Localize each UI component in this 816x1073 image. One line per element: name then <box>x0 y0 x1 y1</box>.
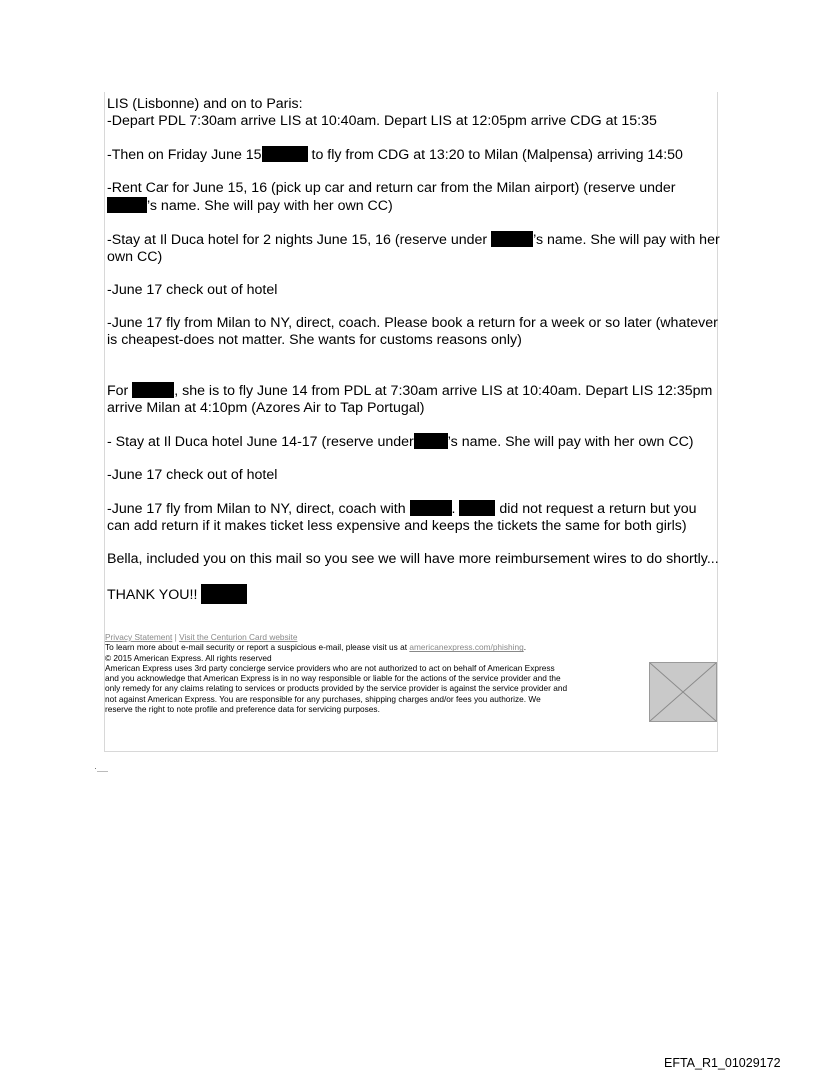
disclaimer-line: not against American Express. You are responsible for any purchases, shipping charges and/or fees you authorize. We <box>105 693 541 704</box>
email-line: For , she is to fly June 14 from PDL at 7:30am arrive LIS at 10:40am. Depart LIS 12:35pm <box>107 383 713 399</box>
footer-links <box>105 632 653 642</box>
email-line: -June 17 fly from Milan to NY, direct, coach with . did not request a return but you <box>107 501 697 517</box>
email-line: -June 17 check out of hotel <box>107 467 278 483</box>
disclaimer-line: only remedy for any claims relating to services or products provided by the service provider is against the service provider and <box>105 683 568 694</box>
stray-mark <box>95 768 109 773</box>
redaction-box <box>414 433 448 449</box>
centurion-website-link[interactable]: Visit the Centurion Card website <box>179 632 298 642</box>
broken-image-icon <box>649 662 717 722</box>
email-line: can add return if it makes ticket less expensive and keeps the tickets the same for both girls) <box>107 518 687 534</box>
redaction-box <box>201 584 247 604</box>
disclaimer-line: reserve the right to note profile and preference data for servicing purposes. <box>105 704 380 715</box>
redaction-box <box>459 500 495 516</box>
disclaimer-line: and you acknowledge that American Express is in no way responsible or liable for the actions of the service provider and the <box>105 673 561 684</box>
email-line: Bella, included you on this mail so you see we will have more reimbursement wires to do shortly... <box>107 551 719 567</box>
email-line: - Stay at Il Duca hotel June 14-17 (reserve under ’s name. She will pay with her own CC) <box>107 434 694 450</box>
document-id: EFTA_R1_01029172 <box>664 1056 781 1070</box>
link-separator: | <box>172 632 180 642</box>
email-line: -Depart PDL 7:30am arrive LIS at 10:40am. Depart LIS at 12:05pm arrive CDG at 15:35 <box>107 113 657 129</box>
redaction-box <box>491 231 533 247</box>
redaction-box <box>107 197 147 213</box>
email-line: -June 17 fly from Milan to NY, direct, coach. Please book a return for a week or so later (whatever <box>107 315 718 331</box>
email-line: -Stay at Il Duca hotel for 2 nights June 15, 16 (reserve under ’s name. She will pay with her <box>107 232 720 248</box>
email-line: LIS (Lisbonne) and on to Paris: <box>107 96 303 112</box>
email-line: THANK YOU!! <box>107 584 717 604</box>
security-note: To learn more about e-mail security or report a suspicious e-mail, please visit us at americanexpress.com/phishing. <box>105 642 527 653</box>
copyright: © 2015 American Express. All rights reserved <box>105 652 272 663</box>
redaction-box <box>410 500 452 516</box>
email-footer <box>105 632 653 714</box>
email-line: -Then on Friday June 15 to fly from CDG at 13:20 to Milan (Malpensa) arriving 14:50 <box>107 147 683 163</box>
email-line: -Rent Car for June 15, 16 (pick up car and return car from the Milan airport) (reserve under <box>107 180 676 196</box>
redaction-box <box>132 382 174 398</box>
email-body <box>107 96 720 604</box>
email-line: ’s name. She will pay with her own CC) <box>107 197 717 215</box>
disclaimer-line: American Express uses 3rd party concierge service providers who are not authorized to act on behalf of American Express <box>105 662 555 673</box>
privacy-statement-link[interactable]: Privacy Statement <box>105 632 173 642</box>
phishing-link[interactable]: americanexpress.com/phishing <box>409 642 524 653</box>
email-line: is cheapest-does not matter. She wants for customs reasons only) <box>107 332 522 348</box>
email-line: arrive Milan at 4:10pm (Azores Air to Tap Portugal) <box>107 400 425 416</box>
email-line: -June 17 check out of hotel <box>107 282 278 298</box>
email-line: own CC) <box>107 249 163 265</box>
redaction-box <box>262 146 308 162</box>
